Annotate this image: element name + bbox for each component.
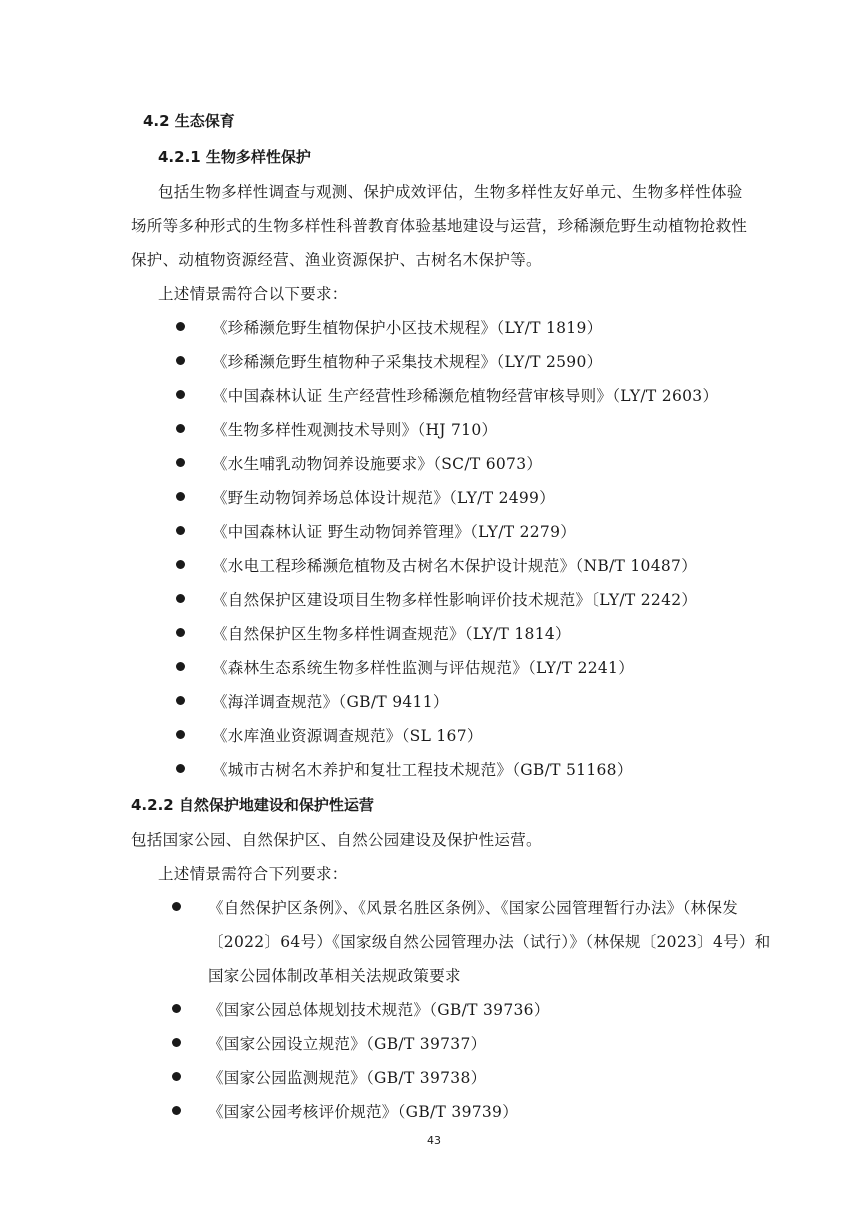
list-item: 《中国森林认证 野生动物饲养管理》（LY/T 2279） (212, 523, 577, 541)
bullet-icon (176, 764, 185, 773)
list-item: 《海洋调查规范》（GB/T 9411） (212, 693, 449, 711)
bullet-icon (176, 492, 185, 501)
list-item: 《水生哺乳动物饲养设施要求》（SC/T 6073） (212, 455, 543, 473)
list-item: 《自然保护区生物多样性调查规范》（LY/T 1814） (212, 625, 571, 643)
subsection-heading-biodiversity: 4.2.1 生物多样性保护 (158, 148, 311, 166)
list-item: 《国家公园总体规划技术规范》（GB/T 39736） (208, 1001, 550, 1019)
list-item: 《珍稀濒危野生植物保护小区技术规程》（LY/T 1819） (212, 319, 603, 337)
bullet-icon (172, 1004, 181, 1013)
bullet-icon (172, 902, 181, 911)
bullet-icon (176, 322, 185, 331)
list-item: 《野生动物饲养场总体设计规范》（LY/T 2499） (212, 489, 556, 507)
bullet-icon (176, 424, 185, 433)
list-item: 《自然保护区建设项目生物多样性影响评价技术规范》〔LY/T 2242） (212, 591, 698, 609)
section-heading: 4.2 生态保育 (143, 112, 235, 130)
bullet-icon (176, 390, 185, 399)
paragraph-line: 保护、动植物资源经营、渔业资源保护、古树名木保护等。 (131, 251, 542, 269)
list-item: 《城市古树名木养护和复壮工程技术规范》（GB/T 51168） (212, 761, 633, 779)
bullet-icon (176, 594, 185, 603)
paragraph-line: 包括生物多样性调查与观测、保护成效评估，生物多样性友好单元、生物多样性体验 (158, 183, 743, 201)
bullet-icon (176, 662, 185, 671)
list-item: 《国家公园考核评价规范》（GB/T 39739） (208, 1103, 519, 1121)
bullet-icon (176, 560, 185, 569)
list-item: 《国家公园设立规范》（GB/T 39737） (208, 1035, 487, 1053)
bullet-icon (176, 730, 185, 739)
bullet-icon (176, 458, 185, 467)
paragraph-line: 包括国家公园、自然保护区、自然公园建设及保护性运营。 (131, 831, 542, 849)
page-number: 43 (427, 1134, 441, 1147)
bullet-icon (172, 1038, 181, 1047)
bullet-icon (172, 1072, 181, 1081)
list-item: 《水库渔业资源调查规范》（SL 167） (212, 727, 483, 745)
requirement-intro: 上述情景需符合以下要求： (158, 285, 348, 303)
requirement-intro: 上述情景需符合下列要求： (158, 865, 348, 883)
list-item: 《珍稀濒危野生植物种子采集技术规程》（LY/T 2590） (212, 353, 603, 371)
bullet-icon (176, 696, 185, 705)
list-item: 《国家公园监测规范》（GB/T 39738） (208, 1069, 487, 1087)
list-item: 《森林生态系统生物多样性监测与评估规范》（LY/T 2241） (212, 659, 635, 677)
bullet-icon (172, 1106, 181, 1115)
list-item: 《生物多样性观测技术导则》（HJ 710） (212, 421, 498, 439)
subsection-heading-protected-areas: 4.2.2 自然保护地建设和保护性运营 (131, 796, 374, 814)
list-item-continuation: 〔2022〕64号）《国家级自然公园管理办法（试行）》（林保规〔2023〕4号）和 (208, 933, 771, 951)
list-item: 《中国森林认证 生产经营性珍稀濒危植物经营审核导则》（LY/T 2603） (212, 387, 719, 405)
list-item: 《水电工程珍稀濒危植物及古树名木保护设计规范》（NB/T 10487） (212, 557, 697, 575)
paragraph-line: 场所等多种形式的生物多样性科普教育体验基地建设与运营，珍稀濒危野生动植物抢救性 (131, 217, 748, 235)
bullet-icon (176, 356, 185, 365)
bullet-icon (176, 628, 185, 637)
list-item: 《自然保护区条例》、《风景名胜区条例》、《国家公园管理暂行办法》（林保发 (208, 899, 739, 917)
list-item-continuation: 国家公园体制改革相关法规政策要求 (208, 967, 461, 985)
bullet-icon (176, 526, 185, 535)
